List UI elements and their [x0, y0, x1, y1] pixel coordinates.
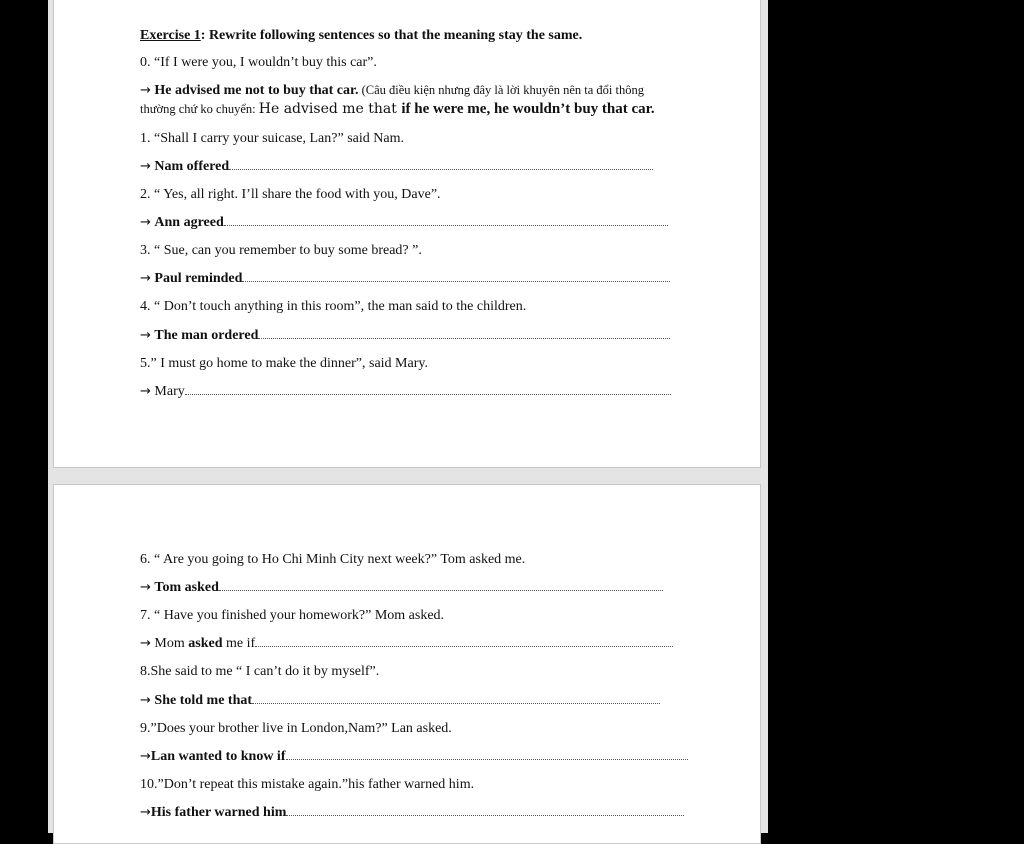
- arrow-icon: →: [140, 384, 151, 399]
- answer-blank[interactable]: [219, 580, 663, 591]
- item-7-prompt-a: Mom: [154, 636, 189, 651]
- item-6-answer: [140, 580, 663, 596]
- item-6-sentence: 6. “ Are you going to Ho Chi Minh City next week?” Tom asked me.: [140, 552, 526, 567]
- item-3-sentence: 3. “ Sue, can you remember to buy some bread? ”.: [140, 243, 422, 258]
- example-answer: [140, 83, 644, 99]
- item-8-prompt: She told me that: [154, 693, 253, 708]
- item-7-prompt-c: me if: [222, 636, 256, 651]
- page-2: [53, 484, 761, 844]
- item-8-sentence: 8.She said to me “ I can’t do it by myself”.: [140, 664, 380, 679]
- example-note-2: thường chứ ko chuyển:: [140, 102, 259, 116]
- arrow-icon: →: [140, 805, 151, 820]
- arrow-icon: →: [140, 159, 151, 174]
- item-2-prompt: Ann agreed: [154, 215, 224, 230]
- answer-blank[interactable]: [252, 693, 660, 704]
- item-8-answer: [140, 693, 660, 709]
- arrow-icon: →: [140, 215, 151, 230]
- item-1-answer: [140, 159, 653, 175]
- example-rewrite-bold: if he were me, he wouldn’t buy that car.: [401, 101, 655, 117]
- item-9-sentence: 9.”Does your brother live in London,Nam?” Lan asked.: [140, 721, 452, 736]
- exercise-heading: [140, 28, 582, 44]
- item-1-sentence: 1. “Shall I carry your suicase, Lan?” said Nam.: [140, 131, 404, 146]
- arrow-icon: →: [140, 693, 151, 708]
- arrow-icon: →: [140, 580, 151, 595]
- item-7-sentence: 7. “ Have you finished your homework?” Mom asked.: [140, 608, 445, 623]
- arrow-icon: →: [140, 636, 151, 651]
- answer-blank[interactable]: [229, 159, 653, 170]
- item-9-answer: [140, 749, 688, 765]
- item-1-prompt: Nam offered: [154, 159, 230, 174]
- example-answer-text: He advised me not to buy that car.: [154, 83, 359, 98]
- arrow-icon: →: [140, 328, 151, 343]
- item-7-answer: [140, 636, 673, 652]
- item-3-answer: [140, 271, 670, 287]
- arrow-icon: →: [140, 83, 151, 98]
- item-10-prompt: His father warned him: [150, 805, 287, 820]
- answer-blank[interactable]: [258, 328, 670, 339]
- arrow-icon: →: [140, 749, 151, 764]
- exercise-label: Exercise 1: [140, 28, 201, 43]
- example-note-1: (Câu điều kiện nhưng đây là lời khuyên nên ta đổi thông: [358, 83, 645, 97]
- answer-blank[interactable]: [224, 215, 668, 226]
- item-6-prompt: Tom asked: [154, 580, 219, 595]
- example-sentence: 0. “If I were you, I wouldn’t buy this car”.: [140, 55, 377, 70]
- item-2-answer: [140, 215, 668, 231]
- answer-blank[interactable]: [242, 271, 670, 282]
- item-2-sentence: 2. “ Yes, all right. I’ll share the food with you, Dave”.: [140, 187, 441, 202]
- item-9-prompt: Lan wanted to know if: [150, 749, 286, 764]
- item-4-sentence: 4. “ Don’t touch anything in this room”, the man said to the children.: [140, 299, 527, 314]
- item-4-answer: [140, 328, 670, 344]
- item-3-prompt: Paul reminded: [154, 271, 243, 286]
- answer-blank[interactable]: [185, 384, 671, 395]
- document-viewer[interactable]: [48, 0, 768, 833]
- exercise-instruction: : Rewrite following sentences so that the meaning stay the same.: [200, 28, 583, 43]
- item-5-prompt: Mary: [154, 384, 185, 399]
- example-rewrite-plain: He advised me that: [258, 101, 402, 117]
- item-5-sentence: 5.” I must go home to make the dinner”, said Mary.: [140, 356, 428, 371]
- item-10-sentence: 10.”Don’t repeat this mistake again.”his father warned him.: [140, 777, 475, 792]
- answer-blank[interactable]: [255, 636, 673, 647]
- page-1: [53, 0, 761, 468]
- item-10-answer: [140, 805, 684, 821]
- item-5-answer: [140, 384, 671, 400]
- example-rewrite: [140, 101, 655, 118]
- item-4-prompt: The man ordered: [154, 328, 259, 343]
- answer-blank[interactable]: [286, 805, 684, 816]
- arrow-icon: →: [140, 271, 151, 286]
- item-7-prompt-b: asked: [188, 636, 223, 651]
- answer-blank[interactable]: [286, 749, 688, 760]
